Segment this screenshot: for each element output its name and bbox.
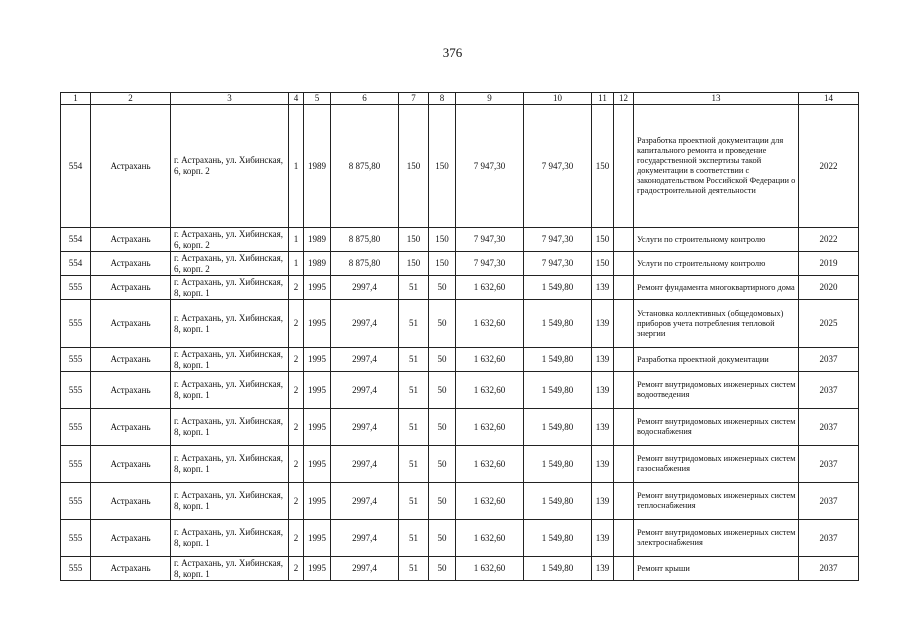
address-cell: г. Астрахань, ул. Хибинская, 6, корп. 2: [171, 252, 289, 276]
table-cell: Астрахань: [91, 520, 171, 557]
table-cell: [614, 105, 634, 228]
table-cell: 50: [429, 557, 456, 581]
table-cell: Астрахань: [91, 276, 171, 300]
table-cell: 1 632,60: [456, 483, 524, 520]
work-type-cell: Разработка проектной документации для капитального ремонта и проведение государственной экспертизы такой документации в соответствии с законодательством Российской Федерации о градостроительной деятельности: [634, 105, 799, 228]
table-cell: 51: [399, 446, 429, 483]
table-cell: 1 632,60: [456, 300, 524, 348]
table-cell: 7 947,30: [524, 228, 592, 252]
table-cell: [614, 483, 634, 520]
table-cell: 2: [289, 483, 304, 520]
table-cell: 50: [429, 446, 456, 483]
year-cell: 2020: [799, 276, 859, 300]
address-cell: г. Астрахань, ул. Хибинская, 8, корп. 1: [171, 300, 289, 348]
table-cell: Астрахань: [91, 300, 171, 348]
table-cell: 150: [592, 228, 614, 252]
table-cell: 139: [592, 409, 614, 446]
address-cell: г. Астрахань, ул. Хибинская, 8, корп. 1: [171, 372, 289, 409]
work-type-cell: Ремонт внутридомовых инженерных систем теплоснабжения: [634, 483, 799, 520]
table-cell: 50: [429, 348, 456, 372]
table-cell: 1 549,80: [524, 348, 592, 372]
table-cell: 1: [289, 105, 304, 228]
table-cell: [614, 557, 634, 581]
table-cell: 139: [592, 557, 614, 581]
table-row: [61, 520, 859, 557]
table-row: [61, 372, 859, 409]
table-cell: 2: [289, 520, 304, 557]
capital-repair-table: [60, 92, 859, 581]
table-cell: 150: [399, 105, 429, 228]
work-type-cell: Услуги по строительному контролю: [634, 252, 799, 276]
year-cell: 2022: [799, 105, 859, 228]
work-type-cell: Ремонт внутридомовых инженерных систем газоснабжения: [634, 446, 799, 483]
record-number-cell: 554: [61, 105, 91, 228]
table-cell: 7 947,30: [456, 228, 524, 252]
table-cell: 150: [592, 105, 614, 228]
table-cell: 8 875,80: [331, 252, 399, 276]
table-cell: Астрахань: [91, 409, 171, 446]
table-cell: 150: [399, 228, 429, 252]
work-type-cell: Ремонт внутридомовых инженерных систем электроснабжения: [634, 520, 799, 557]
table-cell: 1: [289, 252, 304, 276]
table-cell: Астрахань: [91, 228, 171, 252]
table-cell: 1995: [304, 372, 331, 409]
address-cell: г. Астрахань, ул. Хибинская, 6, корп. 2: [171, 228, 289, 252]
table-cell: [614, 409, 634, 446]
table-cell: 139: [592, 372, 614, 409]
address-cell: г. Астрахань, ул. Хибинская, 8, корп. 1: [171, 348, 289, 372]
table-cell: 150: [429, 105, 456, 228]
table-cell: Астрахань: [91, 557, 171, 581]
table-cell: 1989: [304, 228, 331, 252]
record-number-cell: 555: [61, 520, 91, 557]
table-cell: Астрахань: [91, 105, 171, 228]
table-cell: Астрахань: [91, 446, 171, 483]
year-cell: 2022: [799, 228, 859, 252]
work-type-cell: Ремонт внутридомовых инженерных систем водоснабжения: [634, 409, 799, 446]
column-number-cell: 1: [61, 93, 91, 105]
column-number-cell: 6: [331, 93, 399, 105]
column-number-cell: 12: [614, 93, 634, 105]
table-cell: 1 549,80: [524, 483, 592, 520]
table-row: [61, 105, 859, 228]
page-number: 376: [442, 45, 463, 60]
table-row: [61, 300, 859, 348]
table-cell: 1995: [304, 300, 331, 348]
column-number-cell: 3: [171, 93, 289, 105]
table-cell: 1995: [304, 446, 331, 483]
table-cell: 2997,4: [331, 409, 399, 446]
record-number-cell: 555: [61, 372, 91, 409]
table-cell: 150: [399, 252, 429, 276]
table-cell: Астрахань: [91, 252, 171, 276]
year-cell: 2019: [799, 252, 859, 276]
address-cell: г. Астрахань, ул. Хибинская, 8, корп. 1: [171, 483, 289, 520]
work-type-cell: Услуги по строительному контролю: [634, 228, 799, 252]
record-number-cell: 555: [61, 446, 91, 483]
record-number-cell: 555: [61, 348, 91, 372]
table-cell: 2: [289, 300, 304, 348]
table-cell: 1 549,80: [524, 300, 592, 348]
table-cell: 1 632,60: [456, 348, 524, 372]
column-number-cell: 10: [524, 93, 592, 105]
table-cell: 2997,4: [331, 483, 399, 520]
table-cell: Астрахань: [91, 348, 171, 372]
table-cell: 1 632,60: [456, 520, 524, 557]
table-cell: 1 632,60: [456, 276, 524, 300]
table-row: [61, 228, 859, 252]
table-cell: [614, 228, 634, 252]
table-cell: 51: [399, 557, 429, 581]
table-cell: 2997,4: [331, 520, 399, 557]
table-cell: 51: [399, 348, 429, 372]
table-cell: 2: [289, 557, 304, 581]
table-cell: 51: [399, 520, 429, 557]
table-cell: [614, 348, 634, 372]
table-cell: 2: [289, 276, 304, 300]
table-cell: 1 549,80: [524, 446, 592, 483]
year-cell: 2037: [799, 409, 859, 446]
table-cell: 1995: [304, 348, 331, 372]
table-cell: 150: [429, 228, 456, 252]
table-cell: 1 549,80: [524, 557, 592, 581]
table-cell: 1995: [304, 520, 331, 557]
table-cell: 50: [429, 372, 456, 409]
table-cell: 1 549,80: [524, 372, 592, 409]
table-cell: 51: [399, 300, 429, 348]
year-cell: 2037: [799, 446, 859, 483]
table-cell: 1995: [304, 276, 331, 300]
address-cell: г. Астрахань, ул. Хибинская, 8, корп. 1: [171, 446, 289, 483]
address-cell: г. Астрахань, ул. Хибинская, 6, корп. 2: [171, 105, 289, 228]
table-cell: 1 632,60: [456, 372, 524, 409]
table-cell: 1989: [304, 105, 331, 228]
table-row: [61, 252, 859, 276]
table-row: [61, 557, 859, 581]
table-cell: [614, 520, 634, 557]
table-row: [61, 348, 859, 372]
record-number-cell: 554: [61, 228, 91, 252]
work-type-cell: Установка коллективных (общедомовых) приборов учета потребления тепловой энергии: [634, 300, 799, 348]
table-cell: 50: [429, 300, 456, 348]
column-number-cell: 7: [399, 93, 429, 105]
table-cell: 50: [429, 276, 456, 300]
table-cell: 139: [592, 446, 614, 483]
table-cell: 2: [289, 372, 304, 409]
table-cell: 7 947,30: [456, 105, 524, 228]
year-cell: 2037: [799, 483, 859, 520]
table-cell: 2: [289, 348, 304, 372]
table-cell: 50: [429, 483, 456, 520]
table-cell: 2: [289, 409, 304, 446]
table-cell: 50: [429, 520, 456, 557]
table-cell: [614, 372, 634, 409]
table-row: [61, 409, 859, 446]
table-cell: 2997,4: [331, 300, 399, 348]
table-cell: 8 875,80: [331, 228, 399, 252]
year-cell: 2037: [799, 372, 859, 409]
table-cell: 1: [289, 228, 304, 252]
table-cell: 150: [429, 252, 456, 276]
column-number-cell: 8: [429, 93, 456, 105]
table-cell: 2997,4: [331, 446, 399, 483]
work-type-cell: Ремонт крыши: [634, 557, 799, 581]
table-cell: 2: [289, 446, 304, 483]
table-cell: 139: [592, 520, 614, 557]
table-cell: 1 549,80: [524, 520, 592, 557]
table-cell: 139: [592, 348, 614, 372]
table-cell: Астрахань: [91, 483, 171, 520]
record-number-cell: 554: [61, 252, 91, 276]
record-number-cell: 555: [61, 409, 91, 446]
table-cell: 1995: [304, 557, 331, 581]
table-cell: 1995: [304, 483, 331, 520]
table-cell: 150: [592, 252, 614, 276]
column-number-cell: 13: [634, 93, 799, 105]
table-row: [61, 446, 859, 483]
work-type-cell: Ремонт внутридомовых инженерных систем водоотведения: [634, 372, 799, 409]
table-cell: [614, 252, 634, 276]
table-cell: 50: [429, 409, 456, 446]
table-cell: 1 632,60: [456, 409, 524, 446]
address-cell: г. Астрахань, ул. Хибинская, 8, корп. 1: [171, 409, 289, 446]
table-cell: 51: [399, 409, 429, 446]
table-cell: 2997,4: [331, 276, 399, 300]
record-number-cell: 555: [61, 557, 91, 581]
table-cell: 7 947,30: [524, 105, 592, 228]
column-number-cell: 14: [799, 93, 859, 105]
address-cell: г. Астрахань, ул. Хибинская, 8, корп. 1: [171, 557, 289, 581]
table-cell: [614, 446, 634, 483]
table-cell: 51: [399, 276, 429, 300]
address-cell: г. Астрахань, ул. Хибинская, 8, корп. 1: [171, 520, 289, 557]
table-cell: [614, 276, 634, 300]
table-cell: 7 947,30: [456, 252, 524, 276]
column-number-cell: 5: [304, 93, 331, 105]
header-row: [61, 93, 859, 105]
work-type-cell: Разработка проектной документации: [634, 348, 799, 372]
year-cell: 2025: [799, 300, 859, 348]
table-cell: 139: [592, 483, 614, 520]
column-number-cell: 11: [592, 93, 614, 105]
year-cell: 2037: [799, 348, 859, 372]
table-cell: 2997,4: [331, 372, 399, 409]
table-cell: 1 549,80: [524, 276, 592, 300]
table-cell: Астрахань: [91, 372, 171, 409]
table-cell: 1995: [304, 409, 331, 446]
table-cell: 1 549,80: [524, 409, 592, 446]
table-row: [61, 276, 859, 300]
table-cell: 8 875,80: [331, 105, 399, 228]
table-cell: 139: [592, 276, 614, 300]
record-number-cell: 555: [61, 300, 91, 348]
table-cell: 1989: [304, 252, 331, 276]
table-cell: 2997,4: [331, 557, 399, 581]
year-cell: 2037: [799, 557, 859, 581]
column-number-cell: 4: [289, 93, 304, 105]
table-cell: 51: [399, 483, 429, 520]
table-cell: 139: [592, 300, 614, 348]
table-cell: 1 632,60: [456, 557, 524, 581]
table-cell: 7 947,30: [524, 252, 592, 276]
record-number-cell: 555: [61, 483, 91, 520]
work-type-cell: Ремонт фундамента многоквартирного дома: [634, 276, 799, 300]
table-cell: [614, 300, 634, 348]
column-number-cell: 2: [91, 93, 171, 105]
table-cell: 2997,4: [331, 348, 399, 372]
record-number-cell: 555: [61, 276, 91, 300]
address-cell: г. Астрахань, ул. Хибинская, 8, корп. 1: [171, 276, 289, 300]
year-cell: 2037: [799, 520, 859, 557]
table-cell: 51: [399, 372, 429, 409]
table-cell: 1 632,60: [456, 446, 524, 483]
column-number-cell: 9: [456, 93, 524, 105]
table-row: [61, 483, 859, 520]
